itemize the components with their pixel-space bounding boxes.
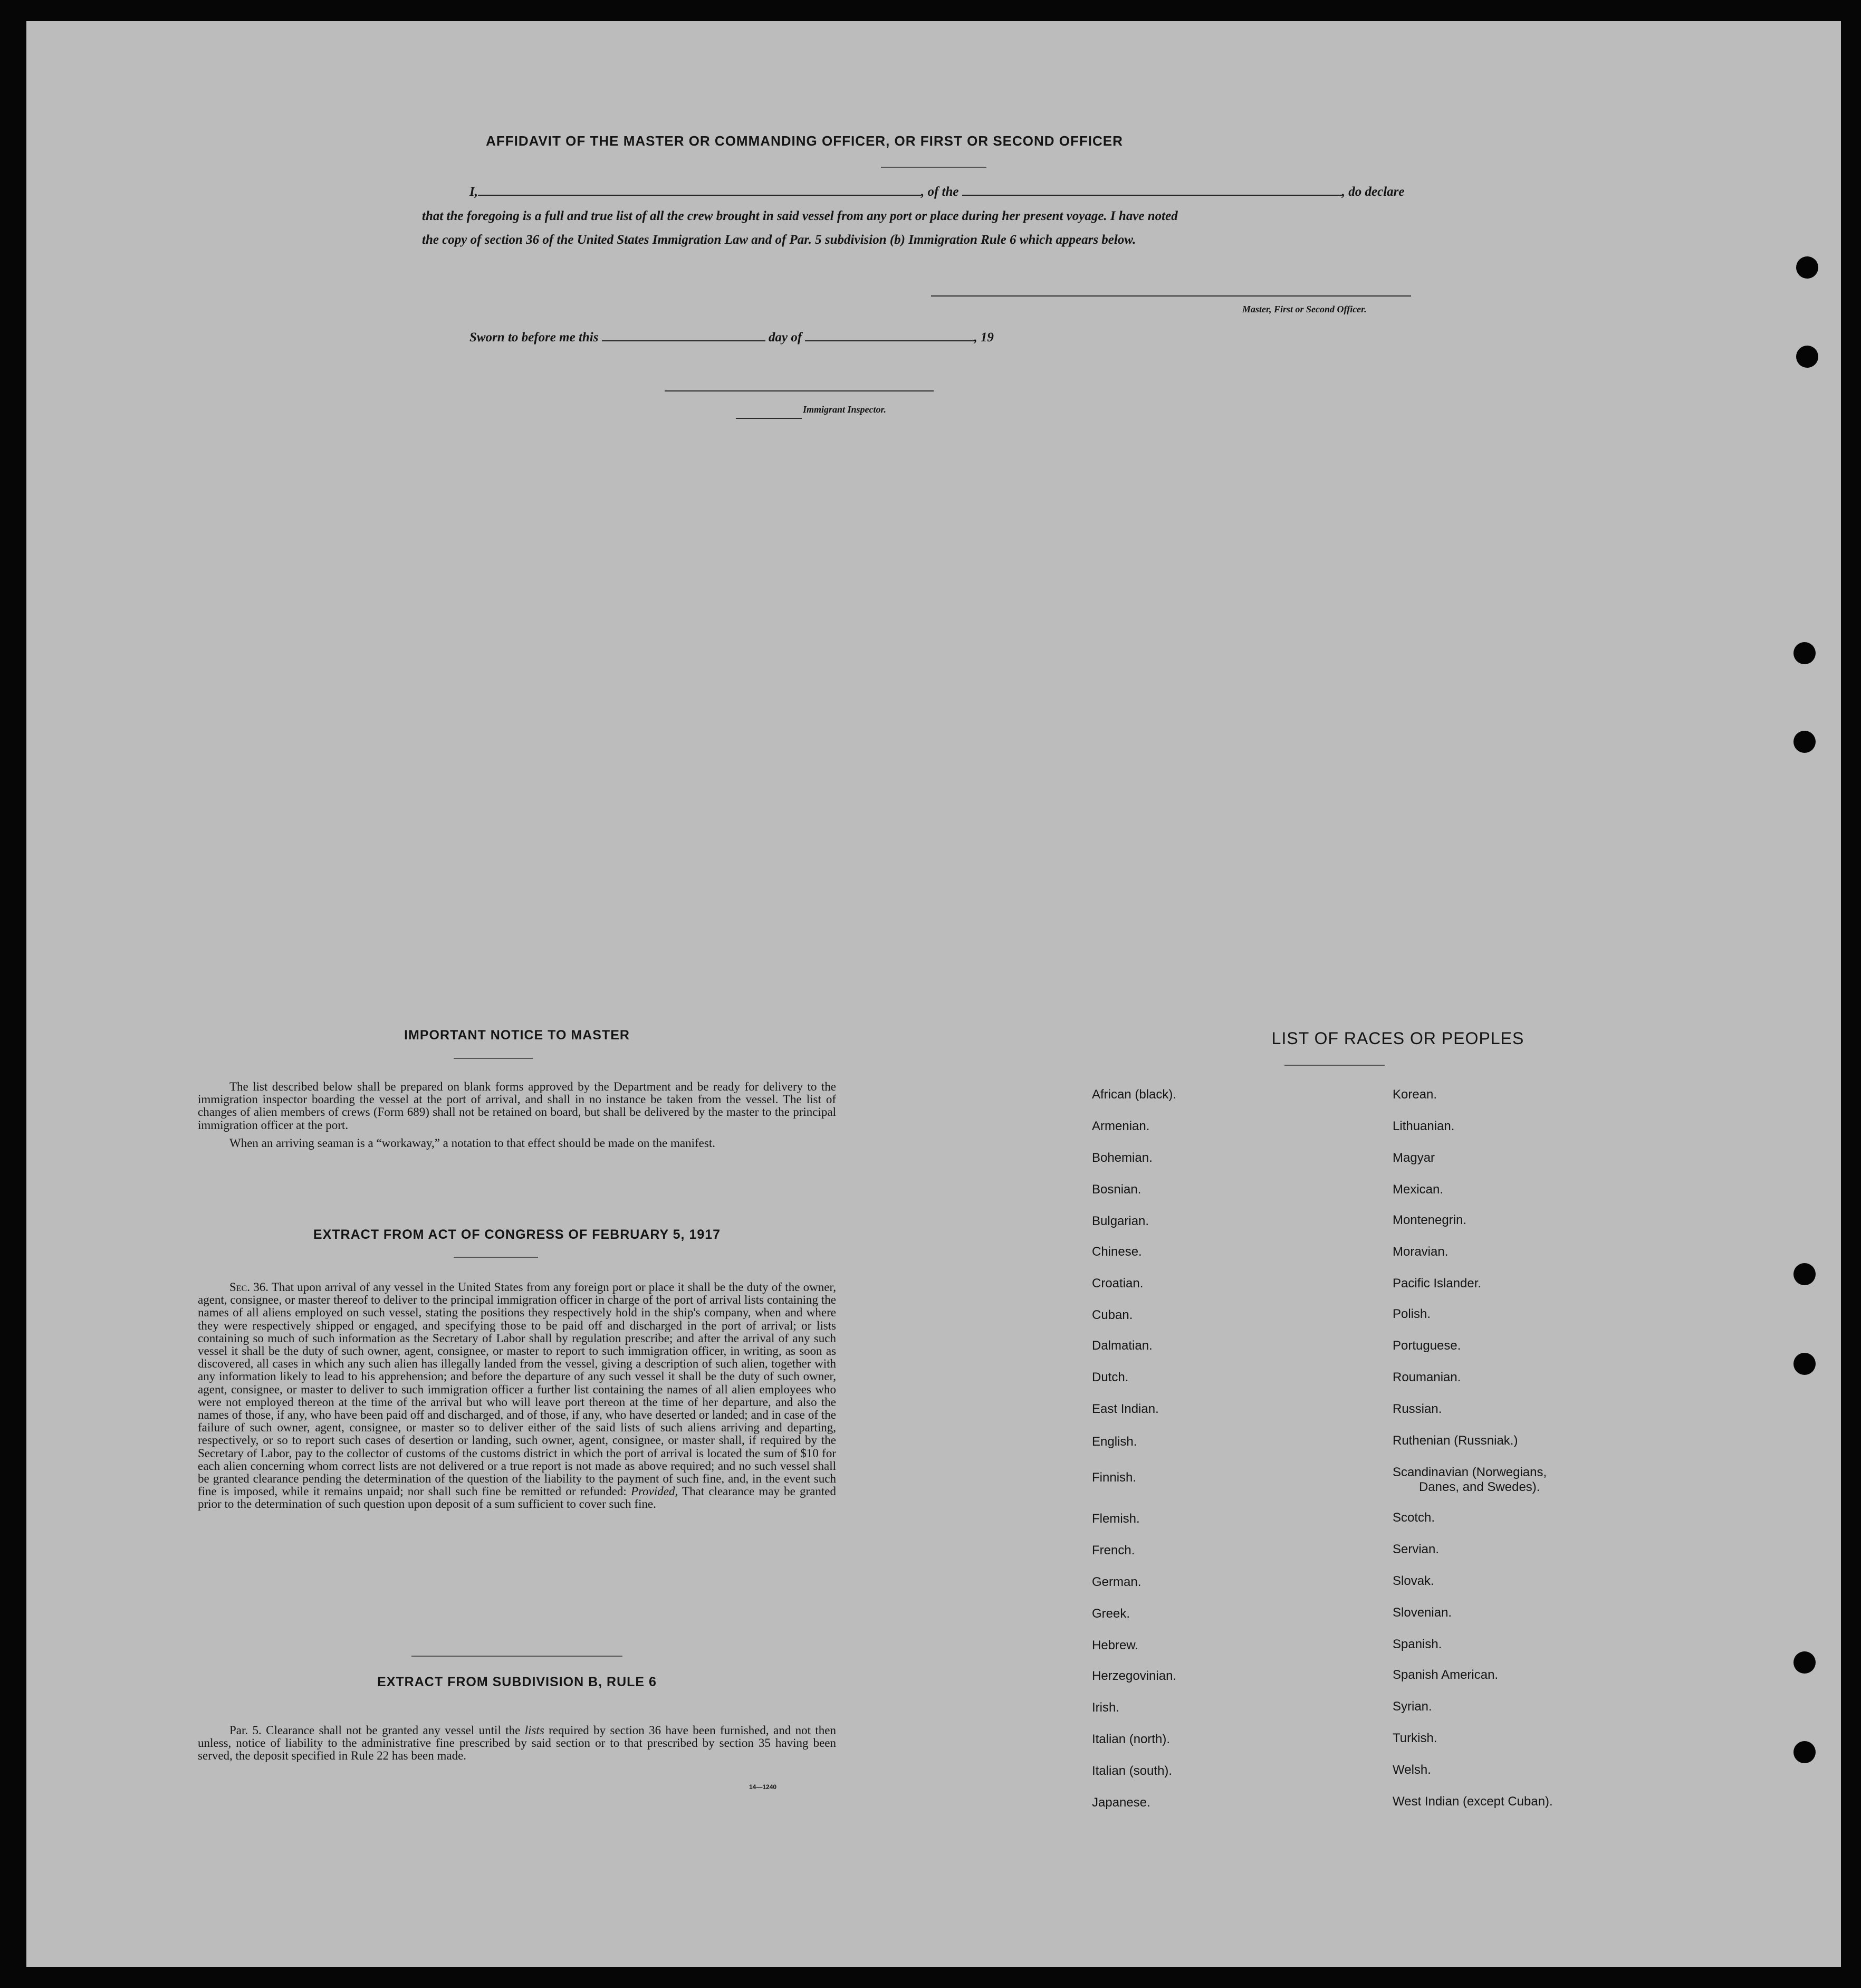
extract-rule-title: EXTRACT FROM SUBDIVISION B, RULE 6 xyxy=(377,1675,657,1689)
affidavit-declare-label: , do declare xyxy=(1341,185,1405,199)
affidavit-line-1 xyxy=(469,185,1404,199)
master-name-blank xyxy=(478,192,921,196)
race-item: Servian. xyxy=(1393,1542,1440,1556)
race-item: Armenian. xyxy=(1092,1119,1150,1133)
race-item: Mexican. xyxy=(1393,1182,1444,1197)
race-item: Hebrew. xyxy=(1092,1638,1139,1652)
extract-act-body xyxy=(198,1281,836,1511)
race-item: Spanish American. xyxy=(1393,1668,1499,1682)
affidavit-i-label: I, xyxy=(469,185,478,199)
affidavit-title: AFFIDAVIT OF THE MASTER OR COMMANDING OFFICER, OR FIRST OR SECOND OFFICER xyxy=(486,133,1123,149)
race-item: Portuguese. xyxy=(1393,1339,1461,1353)
race-item: Cuban. xyxy=(1092,1308,1133,1322)
race-item: Scotch. xyxy=(1393,1511,1435,1525)
affidavit-line-3: the copy of section 36 of the United States Immigration Law and of Par. 5 subdivision (b) Immigration Rule 6 which appears below. xyxy=(422,233,1136,247)
section-36-main: That upon arrival of any vessel in the United States from any foreign port or place it shall be the duty of the owner, agent, consignee, or master thereof to deliver to the principal immigration officer in charge of the port of arrival lists containing the names of all aliens employed on such vessel, stating the positions they respectively hold in the ship's company, when and where they were respectively shipped or engaged, and specifying those to be paid off and discharged in the port of arrival; or lists containing so much of such information as the Secretary of Labor shall by regulation prescribe; and after the arrival of any such vessel it shall be the duty of such owner, agent, consignee, or master to report to such immigration officer, in writing, as soon as discovered, all cases in which any such alien has illegally landed from the vessel, giving a description of such alien, together with any information likely to lead to his apprehension; and before the departure of any such vessel it shall be the duty of such owner, agent, consignee, or master to deliver to such immigration officer a further list containing the names of all alien employees who were not employed thereon at the time of the arrival but who will leave port thereon at the time of her departure, and also the names of those, if any, who have been paid off and discharged, and of those, if any, who have deserted or landed; and in case of the failure of such owner, agent, consignee, or master so to deliver either of the said lists of such aliens arriving and departing, respectively, or so to report such cases of desertion or landing, such owner, agent, consignee, or master shall, if required by the Secretary of Labor, pay to the collector of customs of the customs district in which the port of arrival is located the sum of $10 for each alien concerning whom correct lists are not delivered or a true report is not made as above required; and no such vessel shall be granted clearance pending the determination of the question of the liability to the payment of such fine, and, in the event such fine is imposed, while it remains unpaid; nor shall such fine be remitted or refunded: xyxy=(198,1280,836,1498)
race-item: Finnish. xyxy=(1092,1470,1137,1485)
notice-paragraph-1: The list described below shall be prepared on blank forms approved by the Department and be ready for delivery to the immigration inspector boarding the vessel at the port of arrival, and shall in no instance be taken from the vessel. The list of changes of alien members of crews (Form 689) shall not be retained on board, but shall be delivered by the master to the principal immigration officer at the port. xyxy=(198,1080,836,1132)
race-item: Japanese. xyxy=(1092,1795,1150,1810)
race-item: Welsh. xyxy=(1393,1763,1431,1777)
race-item: Magyar xyxy=(1393,1151,1435,1165)
race-item-continuation: Danes, and Swedes). xyxy=(1419,1480,1540,1494)
punch-hole-5 xyxy=(1793,1263,1816,1285)
race-item: Dutch. xyxy=(1092,1370,1129,1384)
affidavit-title-divider xyxy=(881,167,986,168)
race-item: West Indian (except Cuban). xyxy=(1393,1794,1553,1809)
punch-hole-8 xyxy=(1793,1741,1816,1763)
punch-hole-1 xyxy=(1796,256,1818,279)
punch-hole-2 xyxy=(1796,346,1818,368)
race-item: Italian (south). xyxy=(1092,1764,1173,1778)
race-item: Polish. xyxy=(1393,1307,1431,1321)
form-number: 14—1240 xyxy=(749,1783,777,1791)
sworn-month-blank xyxy=(805,337,974,341)
extract-rule-body xyxy=(198,1724,836,1763)
par-5-before: Par. 5. Clearance shall not be granted any vessel until the xyxy=(229,1724,521,1737)
notice-title: IMPORTANT NOTICE TO MASTER xyxy=(404,1028,630,1043)
sworn-day-of-label: day of xyxy=(768,330,802,345)
lists-word: lists xyxy=(524,1724,544,1737)
race-item: Syrian. xyxy=(1393,1699,1432,1714)
punch-hole-6 xyxy=(1793,1353,1816,1375)
race-item: Flemish. xyxy=(1092,1512,1140,1526)
race-item: Roumanian. xyxy=(1393,1370,1461,1384)
race-item: Herzegovinian. xyxy=(1092,1669,1177,1683)
affidavit-of-the-label: , of the xyxy=(920,185,959,199)
race-item: African (black). xyxy=(1092,1087,1177,1102)
race-item: Chinese. xyxy=(1092,1245,1142,1259)
inspector-label: Immigrant Inspector. xyxy=(803,404,887,415)
race-item: Croatian. xyxy=(1092,1276,1144,1291)
notice-body xyxy=(198,1081,836,1150)
race-item: German. xyxy=(1092,1575,1141,1589)
race-item: Slovenian. xyxy=(1393,1605,1452,1620)
punch-hole-4 xyxy=(1793,731,1816,753)
race-item: Pacific Islander. xyxy=(1393,1276,1482,1291)
race-item: Korean. xyxy=(1393,1087,1437,1102)
race-item: Scandinavian (Norwegians, xyxy=(1393,1465,1547,1479)
sworn-year-label: , 19 xyxy=(974,330,994,345)
master-signature-line xyxy=(931,295,1411,297)
race-item: Spanish. xyxy=(1393,1637,1442,1651)
provided-label: Provided, xyxy=(631,1485,678,1498)
sworn-label: Sworn to before me this xyxy=(469,330,599,345)
race-item: Russian. xyxy=(1393,1402,1442,1416)
race-item: Bohemian. xyxy=(1092,1151,1153,1165)
sworn-day-blank xyxy=(602,337,765,341)
document-sheet xyxy=(26,21,1841,1967)
notice-title-divider xyxy=(454,1058,533,1059)
section-36-end: That clearance may be granted prior to the determination of such question upon deposit of a sum sufficient to cover such fine. xyxy=(198,1485,837,1511)
race-item: Ruthenian (Russniak.) xyxy=(1393,1433,1518,1448)
race-item: Bulgarian. xyxy=(1092,1214,1149,1228)
extract-act-title: EXTRACT FROM ACT OF CONGRESS OF FEBRUARY 5, 1917 xyxy=(313,1227,721,1242)
races-title: LIST OF RACES OR PEOPLES xyxy=(1271,1029,1524,1048)
extract-act-divider xyxy=(454,1257,538,1258)
race-item: Dalmatian. xyxy=(1092,1339,1153,1353)
sworn-line xyxy=(469,330,994,345)
section-36-label: Sec. 36. xyxy=(229,1280,269,1294)
race-item: Italian (north). xyxy=(1092,1732,1171,1746)
vessel-name-blank xyxy=(962,192,1342,196)
race-item: Slovak. xyxy=(1393,1574,1434,1588)
race-item: Lithuanian. xyxy=(1393,1119,1455,1133)
race-item: Irish. xyxy=(1092,1700,1120,1715)
affidavit-line-2: that the foregoing is a full and true list of all the crew brought in said vessel from any port or place during her present voyage. I have noted xyxy=(422,209,1178,223)
inspector-short-line xyxy=(736,418,802,419)
race-item: English. xyxy=(1092,1435,1137,1449)
race-item: Montenegrin. xyxy=(1393,1213,1467,1227)
race-item: East Indian. xyxy=(1092,1402,1159,1416)
races-title-divider xyxy=(1284,1065,1385,1066)
race-item: Moravian. xyxy=(1393,1245,1448,1259)
race-item: Bosnian. xyxy=(1092,1182,1141,1197)
punch-hole-3 xyxy=(1793,642,1816,664)
master-signature-label: Master, First or Second Officer. xyxy=(1242,304,1367,314)
section-36-text xyxy=(198,1281,836,1511)
notice-paragraph-2: When an arriving seaman is a “workaway,” a notation to that effect should be made on the manifest. xyxy=(229,1136,715,1150)
race-item: Greek. xyxy=(1092,1607,1130,1621)
race-item: Turkish. xyxy=(1393,1731,1437,1745)
par-5-text xyxy=(198,1724,836,1763)
punch-hole-7 xyxy=(1793,1651,1816,1674)
extract-act-end-divider xyxy=(411,1656,622,1657)
par-5-after: required by section 36 have been furnished, and not then unless, notice of liability to the administrative fine prescribed by said section or to that prescribed by section 35 having been served, the deposit specified in Rule 22 has been made. xyxy=(198,1724,837,1763)
race-item: French. xyxy=(1092,1543,1135,1557)
inspector-signature-line xyxy=(665,390,934,391)
